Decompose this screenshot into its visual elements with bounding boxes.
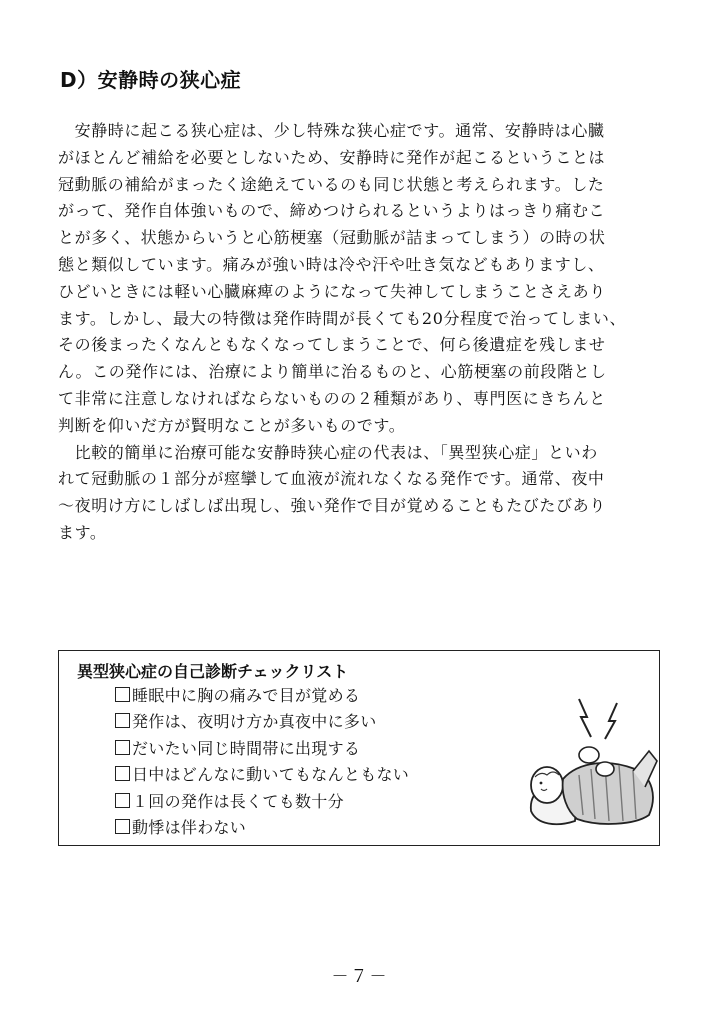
text-line: ます。しかし、最大の特徴は発作時間が長くても20分程度で治ってしまい、 — [58, 308, 627, 328]
section-heading: D）安静時の狭心症 — [60, 68, 242, 92]
checkbox-icon — [115, 819, 130, 834]
checkbox-icon — [115, 687, 130, 702]
text-line: ひどいときには軽い心臓麻痺のようになって失神してしまうことさえあり — [58, 281, 606, 301]
text-line: がって、発作自体強いもので、締めつけられるというよりはっきり痛むこ — [58, 201, 606, 221]
checklist-item-label: １回の発作は長くても数十分 — [132, 791, 344, 811]
checklist-item — [115, 789, 409, 815]
text-line: ます。 — [58, 522, 107, 542]
text-line: 判断を仰いだ方が賢明なことが多いものです。 — [58, 415, 406, 435]
text-line: ～夜明け方にしばしば出現し、強い発作で目が覚めることもたびたびあり — [58, 496, 606, 516]
checkbox-icon — [115, 793, 130, 808]
text-line: て非常に注意しなければならないものの２種類があり、専門医にきちんと — [58, 388, 606, 408]
text-line: その後まったくなんともなくなってしまうことで、何ら後遺症を残しませ — [58, 335, 606, 355]
checkbox-icon — [115, 766, 130, 781]
text-line: がほとんど補給を必要としないため、安静時に発作が起こるということは — [58, 147, 606, 167]
checklist-item — [115, 762, 409, 788]
checklist-item-label: 発作は、夜明け方か真夜中に多い — [132, 712, 377, 732]
checkbox-icon — [115, 713, 130, 728]
text-line: ん。この発作には、治療により簡単に治るものと、心筋梗塞の前段階とし — [58, 362, 607, 382]
checklist-item — [115, 736, 409, 762]
checklist-item — [115, 709, 409, 735]
checklist-item-label: 日中はどんなに動いてもなんともない — [132, 765, 410, 785]
body-text — [58, 118, 668, 547]
checklist-item-label: 動悸は伴わない — [132, 817, 247, 837]
checklist-item-label: 睡眠中に胸の痛みで目が覚める — [132, 686, 361, 705]
text-line: とが多く、状態からいうと心筋梗塞（冠動脈が詰まってしまう）の時の状 — [58, 228, 606, 248]
text-line: 安静時に起こる狭心症は、少し特殊な狭心症です。通常、安静時は心臓 — [58, 121, 605, 140]
checkbox-icon — [115, 740, 130, 755]
checklist-title: 異型狭心症の自己診断チェックリスト — [77, 662, 349, 681]
text-line: 態と類似しています。痛みが強い時は冷や汗や吐き気などもありますし、 — [58, 254, 605, 274]
checklist-panel — [58, 650, 660, 846]
checklist-item — [115, 815, 409, 841]
text-line: れて冠動脈の１部分が痙攣して血液が流れなくなる発作です。通常、夜中 — [58, 469, 605, 489]
checklist — [115, 683, 409, 841]
text-line: 比較的簡単に治療可能な安静時狭心症の代表は、「異型狭心症」といわ — [58, 442, 598, 462]
person-lying-chest-pain-icon — [459, 691, 659, 831]
checklist-item-label: だいたい同じ時間帯に出現する — [132, 738, 361, 758]
checklist-item — [115, 683, 409, 709]
text-line: 冠動脈の補給がまったく途絶えているのも同じ状態と考えられます。した — [58, 174, 605, 194]
page-number: －７－ — [331, 967, 389, 987]
